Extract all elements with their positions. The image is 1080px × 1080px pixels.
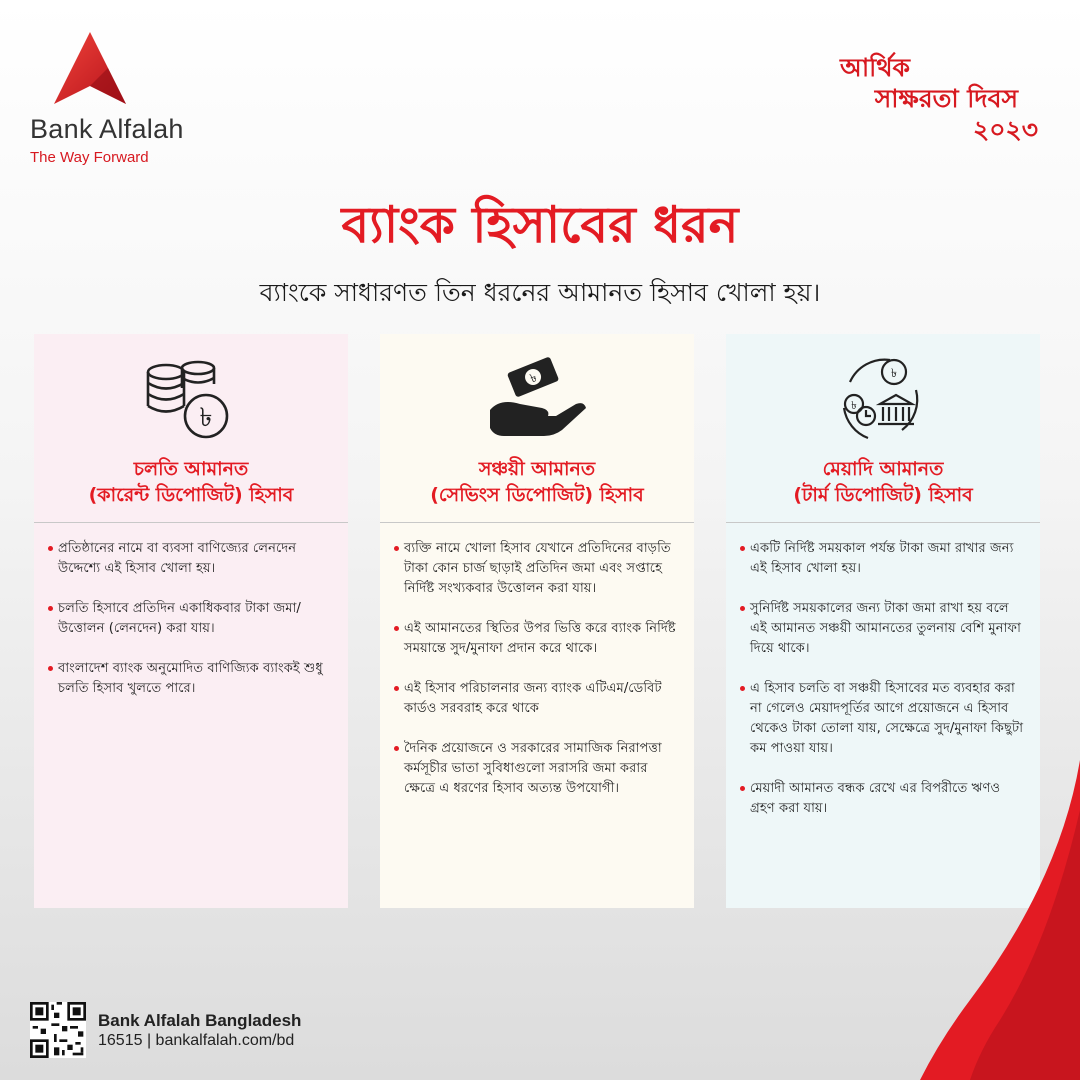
card-title: সঞ্চয়ী আমানত (সেভিংস ডিপোজিট) হিসাব — [430, 458, 644, 506]
footer-contact: 16515 | bankalfalah.com/bd — [98, 1031, 295, 1049]
list-item: এ হিসাব চলতি বা সঞ্চয়ী হিসাবের মত ব্যবহার করা না গেলেও মেয়াদপূর্তির আগে প্রয়োজনে এ হিসাব থেকেও টাকা তোলা যায়, সেক্ষেত্রে সুদ/মুনাফা কিছুটা কম পাওয়া যায়। — [740, 679, 1026, 759]
card-title: চলতি আমানত (কারেন্ট ডিপোজিট) হিসাব — [88, 458, 294, 506]
page-subtitle: ব্যাংকে সাধারণত তিন ধরনের আমানত হিসাব খোলা হয়। — [259, 278, 821, 307]
list-item: প্রতিষ্ঠানের নামে বা ব্যবসা বাণিজ্যের লেনদেন উদ্দেশ্যে এই হিসাব খোলা হয়। — [48, 539, 334, 579]
card-title: মেয়াদি আমানত (টার্ম ডিপোজিট) হিসাব — [793, 458, 973, 506]
decorative-swoosh — [910, 720, 1080, 1080]
list-item: সুনির্দিষ্ট সময়কালের জন্য টাকা জমা রাখা হয় বলে এই আমানত সঞ্চয়ী আমানতের তুলনায় বেশি মুনাফা দিয়ে থাকে। — [740, 599, 1026, 659]
event-title-line1: আর্থিক — [840, 53, 910, 82]
qr-code-icon — [30, 1002, 86, 1058]
bullet-list — [394, 539, 680, 799]
footer-company-name: Bank Alfalah Bangladesh — [98, 1010, 302, 1030]
list-item: একটি নির্দিষ্ট সময়কাল পর্যন্ত টাকা জমা রাখার জন্য এই হিসাব খোলা হয়। — [740, 539, 1026, 579]
coins-taka-icon — [136, 352, 246, 444]
svg-text:৳: ৳ — [851, 399, 857, 412]
list-item: ব্যক্তি নামে খোলা হিসাব যেখানে প্রতিদিনের বাড়তি টাকা কোন চার্জ ছাড়াই প্রতিদিন জমা এবং সপ্তাহে নির্দিষ্ট সংখ্যকবার উত্তোলন করা যায়। — [394, 539, 680, 599]
brand-name: Bank Alfalah — [30, 114, 184, 144]
divider — [34, 522, 348, 523]
current-deposit-card — [34, 334, 348, 908]
list-item: এই হিসাব পরিচালনার জন্য ব্যাংক এটিএম/ডেবিট কার্ডও সরবরাহ করে থাকে — [394, 679, 680, 719]
event-title-line3: ২০২৩ — [972, 115, 1038, 144]
term-deposit-cycle-icon — [828, 352, 938, 444]
alfalah-logo-icon — [50, 30, 130, 110]
brand-logo — [30, 30, 220, 166]
divider — [380, 522, 694, 523]
list-item: দৈনিক প্রয়োজনে ও সরকারের সামাজিক নিরাপত্তা কর্মসূচীর ভাতা সুবিধাগুলো সরাসরি জমা করার ক্ষেত্রে এ ধরণের হিসাব অত্যন্ত উপযোগী। — [394, 739, 680, 799]
savings-deposit-card — [380, 334, 694, 908]
list-item: এই আমানতের স্থিতির উপর ভিত্তি করে ব্যাংক নির্দিষ্ট সময়ান্তে সুদ/মুনাফা প্রদান করে থাকে। — [394, 619, 680, 659]
list-item: মেয়াদী আমানত বন্ধক রেখে এর বিপরীতে ঋণও গ্রহণ করা যায়। — [740, 779, 1026, 819]
event-title-line2: সাক্ষরতা দিবস — [874, 84, 1018, 113]
page-title: ব্যাংক হিসাবের ধরন — [341, 196, 739, 254]
list-item: বাংলাদেশ ব্যাংক অনুমোদিত বাণিজ্যিক ব্যাংকই শুধু চলতি হিসাব খুলতে পারে। — [48, 659, 334, 699]
svg-text:৳: ৳ — [528, 370, 539, 386]
svg-text:৳: ৳ — [891, 366, 897, 380]
hand-money-icon — [482, 352, 592, 444]
bullet-list — [48, 539, 334, 699]
svg-text:৳: ৳ — [199, 403, 213, 433]
event-title — [738, 52, 1038, 145]
list-item: চলতি হিসাবে প্রতিদিন একাধিকবার টাকা জমা/উত্তোলন (লেনদেন) করা যায়। — [48, 599, 334, 639]
divider — [726, 522, 1040, 523]
brand-tagline: The Way Forward — [30, 149, 149, 166]
footer — [30, 1002, 301, 1058]
